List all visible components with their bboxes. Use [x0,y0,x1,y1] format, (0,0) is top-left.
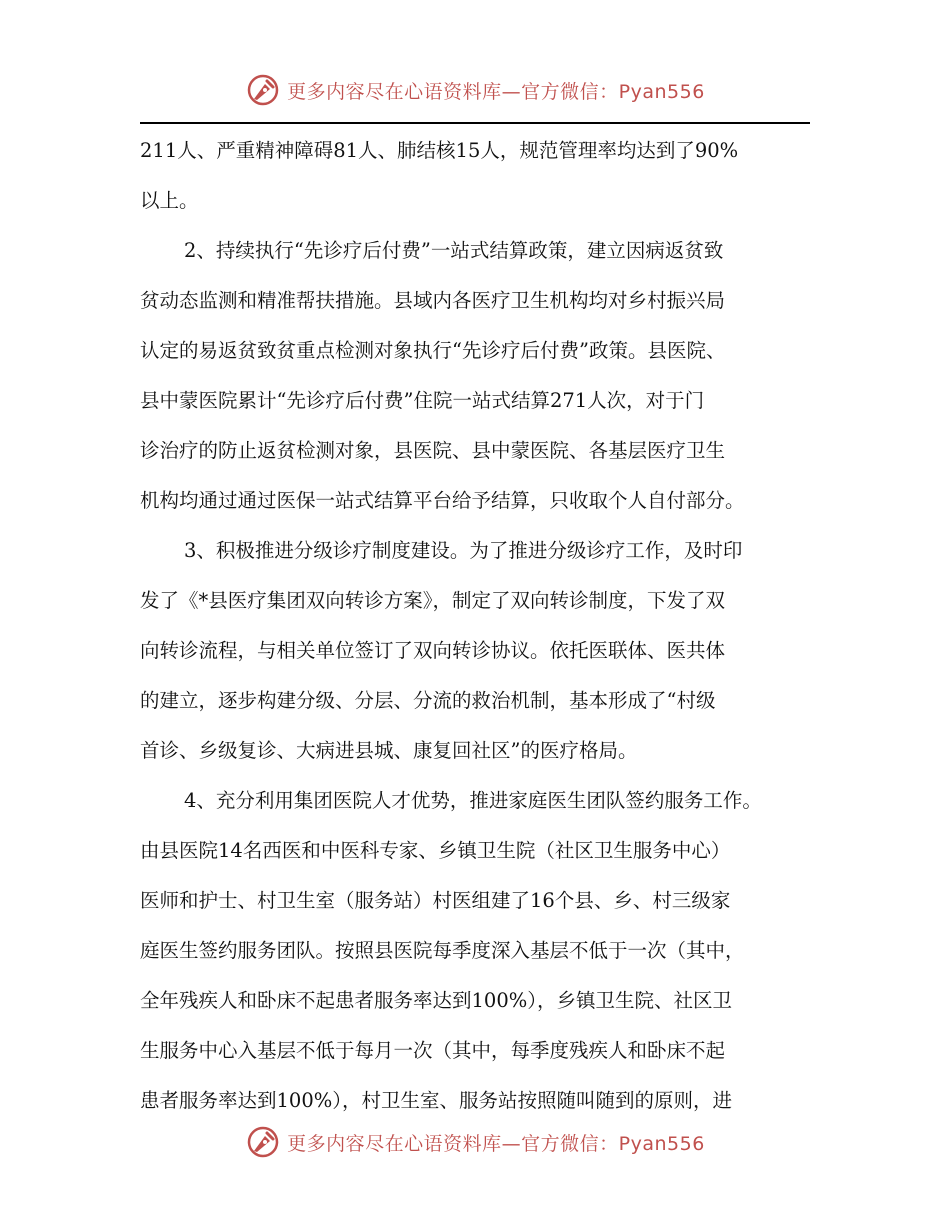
body-line: 认定的易返贫致贫重点检测对象执行“先诊疗后付费”政策。县医院、 [140,339,726,362]
footer-banner [0,1122,950,1162]
header-banner-text: 更多内容尽在心语资料库—官方微信：Pyan556 [287,80,705,103]
body-line: 县中蒙医院累计“先诊疗后付费”住院一站式结算271人次，对于门 [140,389,705,412]
header-divider [140,122,810,124]
body-line: 首诊、乡级复诊、大病进县城、康复回社区”的医疗格局。 [140,739,638,762]
body-line: 诊治疗的防止返贫检测对象，县医院、县中蒙医院、各基层医疗卫生 [140,439,726,462]
body-line: 庭医生签约服务团队。按照县医院每季度深入基层不低于一次（其中， [140,939,745,962]
body-line: 以上。 [140,189,199,212]
body-line: 患者服务率达到100%），村卫生室、服务站按照随叫随到的原则，进 [140,1089,732,1112]
body-line: 全年残疾人和卧床不起患者服务率达到100%），乡镇卫生院、社区卫 [140,989,732,1012]
body-line: 211人、严重精神障碍81人、肺结核15人，规范管理率均达到了90% [140,139,739,162]
body-line: 贫动态监测和精准帮扶措施。县域内各医疗卫生机构均对乡村振兴局 [140,289,726,312]
body-line: 2、持续执行“先诊疗后付费”一站式结算政策，建立因病返贫致 [184,239,724,262]
body-line: 生服务中心入基层不低于每月一次（其中，每季度残疾人和卧床不起 [140,1039,726,1062]
footer-banner-text: 更多内容尽在心语资料库—官方微信：Pyan556 [287,1132,705,1155]
body-line: 发了《*县医疗集团双向转诊方案》，制定了双向转诊制度，下发了双 [140,589,726,612]
body-line: 的建立，逐步构建分级、分层、分流的救治机制，基本形成了“村级 [140,689,716,712]
body-line: 3、积极推进分级诊疗制度建设。为了推进分级诊疗工作，及时印 [184,539,743,562]
pen-nib-logo-icon [245,72,281,108]
body-line: 4、充分利用集团医院人才优势，推进家庭医生团队签约服务工作。 [184,789,762,812]
document-body [140,126,830,1126]
body-line: 由县医院14名西医和中医科专家、乡镇卫生院（社区卫生服务中心） [140,839,731,862]
body-line: 向转诊流程，与相关单位签订了双向转诊协议。依托医联体、医共体 [140,639,726,662]
body-line: 机构均通过通过医保一站式结算平台给予结算，只收取个人自付部分。 [140,489,745,512]
header-banner [0,70,950,110]
pen-nib-logo-icon [245,1124,281,1160]
body-line: 医师和护士、村卫生室（服务站）村医组建了16个县、乡、村三级家 [140,889,731,912]
